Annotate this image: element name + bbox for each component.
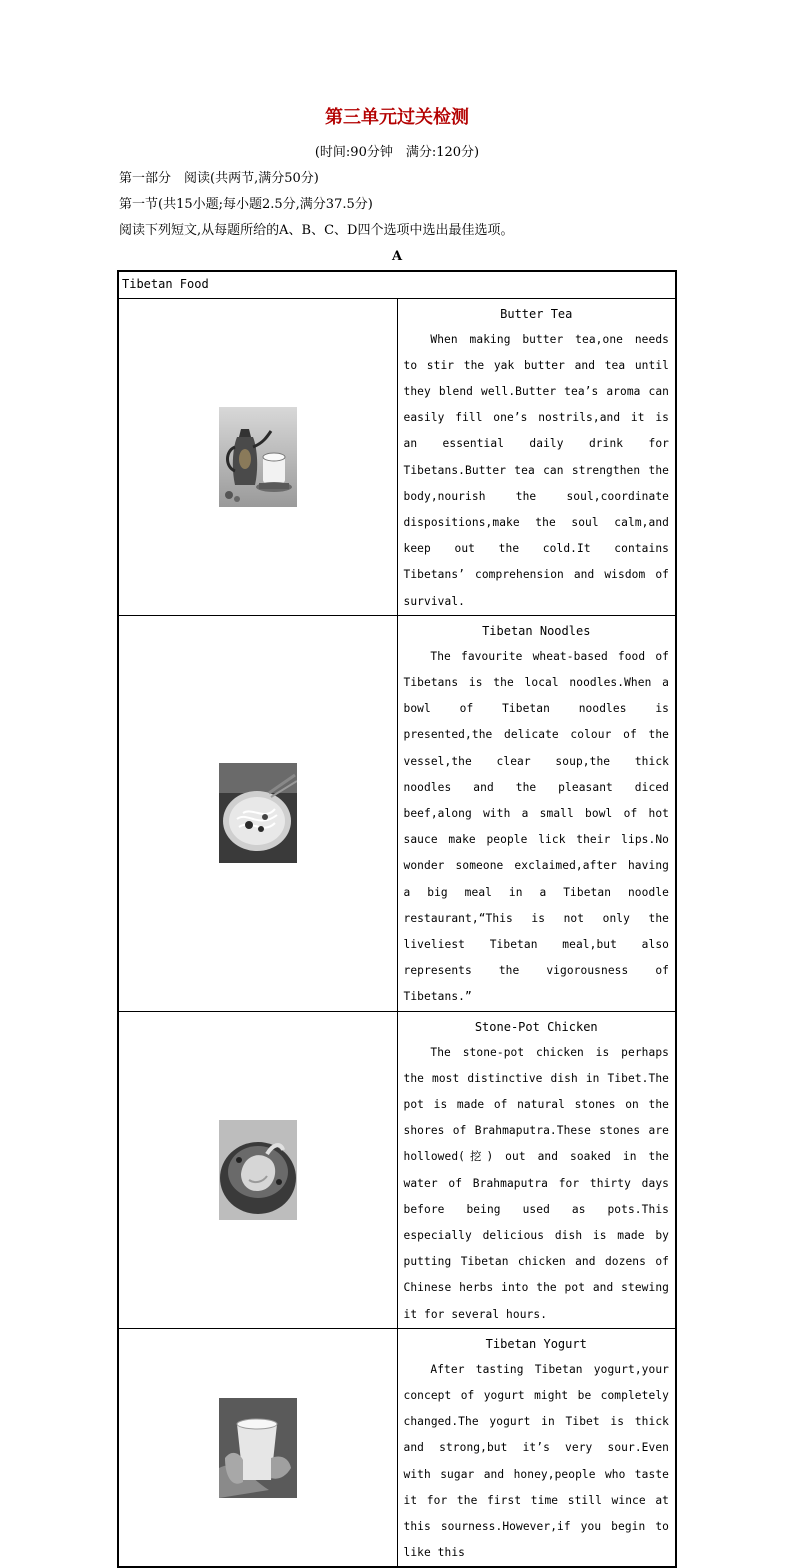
butter-tea-photo bbox=[219, 407, 297, 507]
table-row bbox=[118, 1328, 676, 1567]
part-heading: 第一部分 阅读(共两节,满分50分) bbox=[119, 171, 319, 186]
table-row bbox=[118, 298, 676, 615]
table-row bbox=[118, 1011, 676, 1328]
food-description: The favourite wheat-based food of Tibetans is the local noodles.When a bowl of Tibetan noodles is presented,the delicate colour of the vessel,the clear soup,the thick noodles and the pleasant diced beef,along with a small bowl of hot sauce make people lick their lips.No wonder someone exclaimed,after having a big meal in a Tibetan noodle restaurant,“This is not only the liveliest Tibetan meal,but also represents the vigorousness of Tibetans.” bbox=[403, 649, 669, 1004]
tibetan-yogurt-photo bbox=[219, 1398, 297, 1498]
passage-label: A bbox=[391, 249, 403, 264]
food-description: The stone-pot chicken is perhaps the most distinctive dish in Tibet.The pot is made of natural stones on the shores of Brahmaputra.These stones are hollowed(挖) out and soaked in the water of Brahmaputra for thirty days before being used as pots.This especially delicious dish is made by putting Tibetan chicken and dozens of Chinese herbs into the pot and stewing it for several hours. bbox=[403, 1045, 669, 1321]
food-title: Stone-Pot Chicken bbox=[474, 1019, 598, 1034]
table-row bbox=[118, 615, 676, 1011]
food-title: Tibetan Noodles bbox=[482, 623, 591, 638]
food-title: Butter Tea bbox=[500, 306, 573, 321]
tibetan-noodles-photo bbox=[219, 763, 297, 863]
food-title: Tibetan Yogurt bbox=[485, 1336, 587, 1351]
food-description: When making butter tea,one needs to stir the yak butter and tea until they blend well.Butter tea’s aroma can easily fill one’s nostrils,and it is an essential daily drink for Tibetans.Butter tea can strengthen the body,nourish the soul,coordinate dispositions,make the soul calm,and keep out the cold.It contains Tibetans’ comprehension and wisdom of survival. bbox=[403, 332, 669, 608]
food-description: After tasting Tibetan yogurt,your concept of yogurt might be completely changed.The yogurt in Tibet is thick and strong,but it’s very sour.Even with sugar and honey,people who taste it for the first time still wince at this sourness.However,if you begin to like this bbox=[403, 1362, 669, 1560]
exam-time-info: (时间:90分钟 满分:120分) bbox=[314, 145, 480, 160]
section-heading: 第一节(共15小题;每小题2.5分,满分37.5分) bbox=[119, 197, 373, 212]
tibetan-food-table bbox=[117, 270, 677, 1568]
page-title: 第三单元过关检测 bbox=[325, 107, 469, 128]
stone-pot-chicken-photo bbox=[219, 1120, 297, 1220]
instruction-text: 阅读下列短文,从每题所给的A、B、C、D四个选项中选出最佳选项。 bbox=[119, 223, 514, 238]
table-caption: Tibetan Food bbox=[118, 271, 676, 298]
